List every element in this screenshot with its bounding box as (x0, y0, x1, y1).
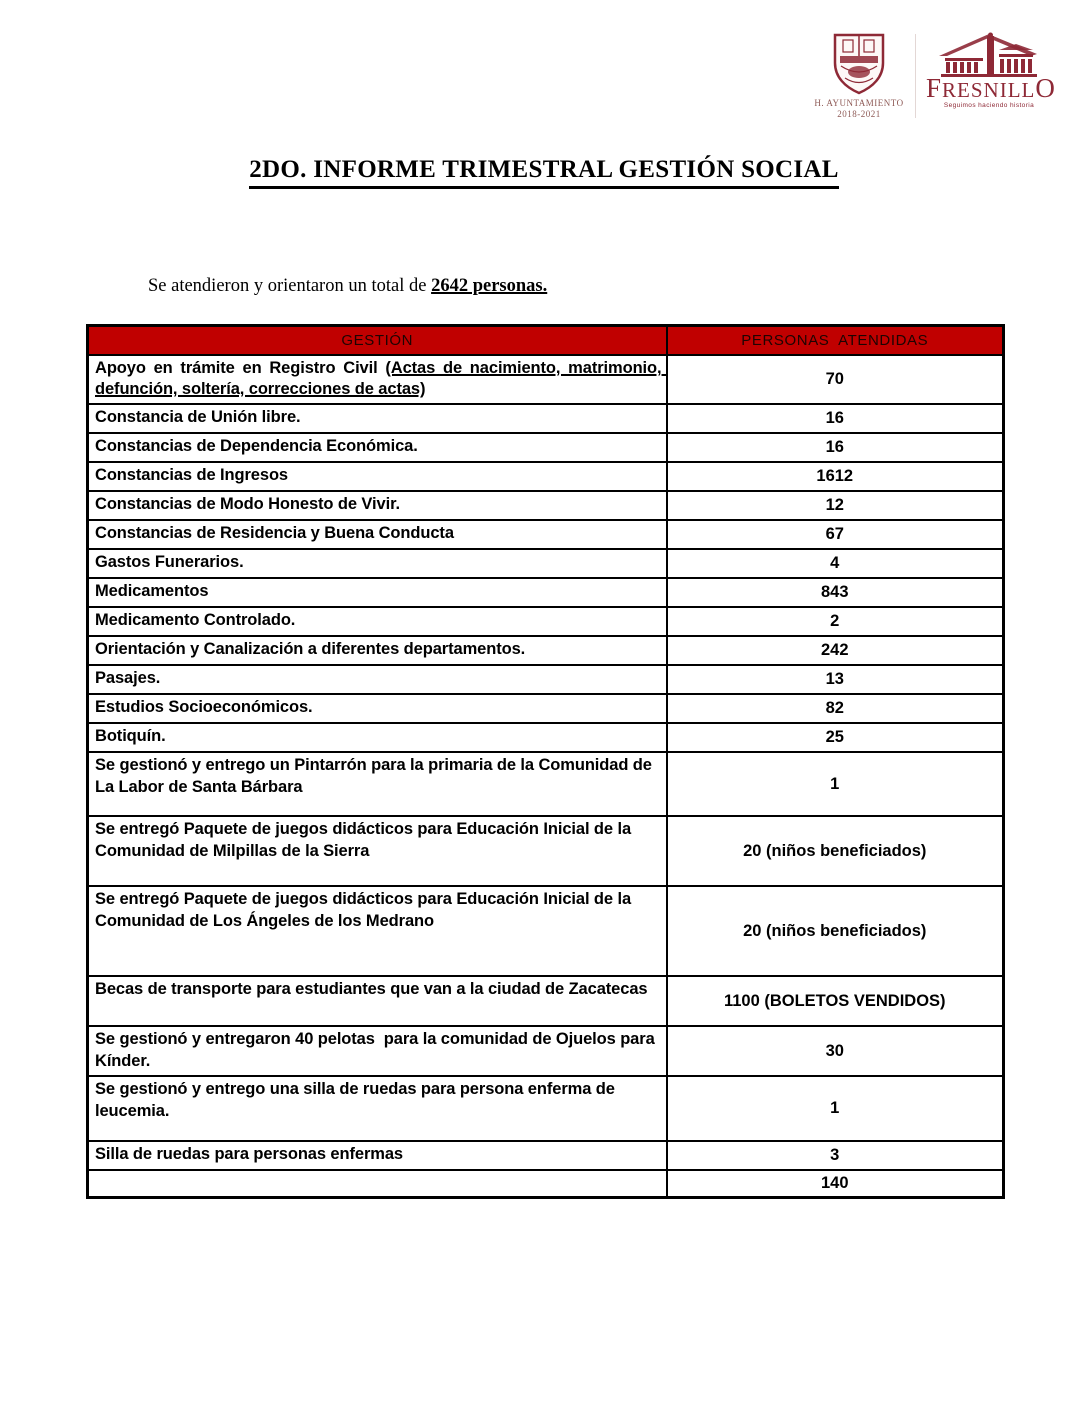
personas-cell: 1 (667, 1076, 1004, 1141)
gestion-cell: Se gestionó y entrego una silla de ruedas para persona enferma de leucemia. (88, 1076, 667, 1141)
table-header-row (88, 326, 1004, 355)
gestion-table (86, 324, 1005, 1199)
gestion-cell: Se entregó Paquete de juegos didácticos para Educación Inicial de la Comunidad de Los Ángeles de los Medrano (88, 886, 667, 976)
table-header-personas: PERSONAS ATENDIDAS (667, 326, 1004, 355)
table-row (88, 976, 1004, 1026)
gestion-cell: Constancias de Dependencia Económica. (88, 433, 667, 462)
table-row (88, 549, 1004, 578)
logo-divider (915, 34, 916, 118)
table-row (88, 520, 1004, 549)
gestion-cell: Becas de transporte para estudiantes que van a la ciudad de Zacatecas (88, 976, 667, 1026)
table-row (88, 1141, 1004, 1170)
table-row (88, 752, 1004, 816)
personas-cell: 1612 (667, 462, 1004, 491)
gestion-cell: Se gestionó y entrego un Pintarrón para la primaria de la Comunidad de La Labor de Santa Bárbara (88, 752, 667, 816)
table-row (88, 636, 1004, 665)
personas-cell: 4 (667, 549, 1004, 578)
gestion-cell (88, 355, 667, 405)
table-row (88, 433, 1004, 462)
wordmark-first-letter: F (926, 73, 943, 103)
fresnillo-wordmark (926, 73, 1056, 103)
header-logos (811, 32, 1056, 120)
gestion-text-plain: Apoyo en trámite en Registro Civil (95, 358, 386, 377)
personas-cell: 30 (667, 1026, 1004, 1076)
gestion-cell: Constancias de Ingresos (88, 462, 667, 491)
table-row (88, 886, 1004, 976)
personas-cell: 12 (667, 491, 1004, 520)
page-title: 2DO. INFORME TRIMESTRAL GESTIÓN SOCIAL (0, 156, 1088, 189)
gestion-cell: Medicamento Controlado. (88, 607, 667, 636)
personas-cell: 13 (667, 665, 1004, 694)
gestion-cell: Se gestionó y entregaron 40 pelotas para la comunidad de Ojuelos para Kínder. (88, 1026, 667, 1076)
intro-prefix: Se atendieron y orientaron un total de (148, 276, 432, 296)
gestion-text-underlined: (Actas de nacimiento, matrimonio, defunción, soltería, correcciones de actas) (95, 358, 666, 399)
crest-caption-line1: H. AYUNTAMIENTO (814, 98, 904, 108)
crest-caption (811, 98, 907, 120)
table-row (88, 491, 1004, 520)
table-row (88, 1076, 1004, 1141)
personas-cell: 140 (667, 1170, 1004, 1197)
personas-cell: 843 (667, 578, 1004, 607)
crest-caption-line2: 2018-2021 (837, 109, 881, 119)
gestion-cell: Orientación y Canalización a diferentes departamentos. (88, 636, 667, 665)
table-row (88, 607, 1004, 636)
table-row (88, 816, 1004, 886)
gestion-cell: Pasajes. (88, 665, 667, 694)
gestion-cell: Silla de ruedas para personas enfermas (88, 1141, 667, 1170)
table-row (88, 1170, 1004, 1197)
personas-cell: 3 (667, 1141, 1004, 1170)
gestion-cell: Medicamentos (88, 578, 667, 607)
personas-cell: 20 (niños beneficiados) (667, 816, 1004, 886)
table-row (88, 355, 1004, 405)
table-row (88, 694, 1004, 723)
table-row (88, 723, 1004, 752)
table-row (88, 404, 1004, 433)
gestion-cell: Constancia de Unión libre. (88, 404, 667, 433)
personas-cell: 16 (667, 433, 1004, 462)
intro-text (148, 276, 547, 297)
table-header-gestion: GESTIÓN (88, 326, 667, 355)
municipal-crest (811, 32, 907, 120)
personas-cell: 242 (667, 636, 1004, 665)
personas-cell: 67 (667, 520, 1004, 549)
personas-cell: 70 (667, 355, 1004, 405)
personas-cell: 1100 (BOLETOS VENDIDOS) (667, 976, 1004, 1026)
fresnillo-building-icon (926, 32, 1052, 78)
gestion-cell: Gastos Funerarios. (88, 549, 667, 578)
table-row (88, 1026, 1004, 1076)
gestion-cell: Estudios Socioeconómicos. (88, 694, 667, 723)
personas-cell: 25 (667, 723, 1004, 752)
fresnillo-logo (926, 32, 1056, 109)
personas-cell: 2 (667, 607, 1004, 636)
gestion-cell (88, 1170, 667, 1197)
gestion-cell: Constancias de Residencia y Buena Conducta (88, 520, 667, 549)
gestion-cell: Se entregó Paquete de juegos didácticos para Educación Inicial de la Comunidad de Milpillas de la Sierra (88, 816, 667, 886)
personas-cell: 20 (niños beneficiados) (667, 886, 1004, 976)
table-row (88, 462, 1004, 491)
wordmark-last-letter: O (1035, 73, 1056, 103)
table-row (88, 665, 1004, 694)
table-row (88, 578, 1004, 607)
total-highlight: 2642 personas. (431, 276, 548, 296)
personas-cell: 1 (667, 752, 1004, 816)
gestion-cell: Botiquín. (88, 723, 667, 752)
crest-shield-icon (811, 32, 907, 96)
fresnillo-tagline: Seguimos haciendo historia (943, 102, 1035, 109)
personas-cell: 82 (667, 694, 1004, 723)
gestion-cell: Constancias de Modo Honesto de Vivir. (88, 491, 667, 520)
personas-cell: 16 (667, 404, 1004, 433)
wordmark-middle: RESNILL (942, 78, 1036, 102)
